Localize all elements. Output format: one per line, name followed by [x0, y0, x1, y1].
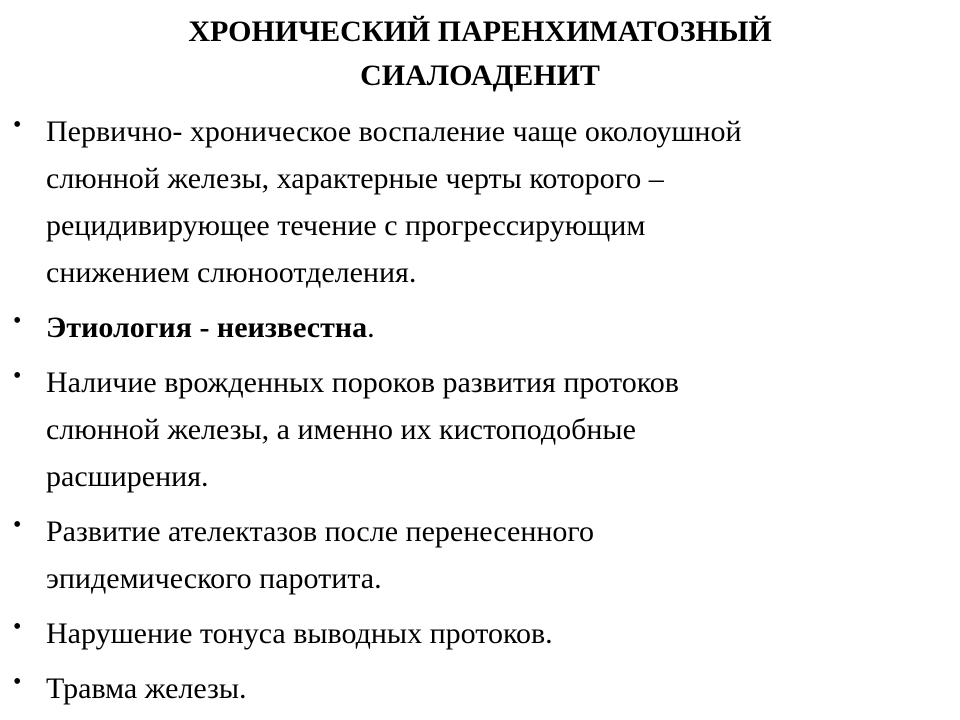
slide-title-line-1: ХРОНИЧЕСКИЙ ПАРЕНХИМАТОЗНЫЙ — [188, 15, 772, 48]
bullet-line: эпидемического паротита. — [46, 562, 382, 595]
bullet-icon: • — [13, 363, 22, 389]
slide-title-line-2: СИАЛОАДЕНИТ — [360, 59, 600, 92]
bullet-line: Первично- хроническое воспаление чаще околоушной — [46, 115, 742, 148]
bullet-text — [46, 665, 930, 712]
bullet-icon: • — [13, 614, 22, 640]
bullet-line — [46, 304, 930, 351]
bullet-line: снижением слюноотделения. — [46, 256, 417, 289]
bullet-bold-text: Этиология - неизвестна — [46, 311, 368, 344]
bullet-icon: • — [13, 308, 22, 334]
bullet-line: слюнной железы, а именно их кистоподобные — [46, 413, 636, 446]
bullet-list — [0, 108, 960, 720]
bullet-icon: • — [13, 112, 22, 138]
bullet-line: рецидивирующее течение с прогрессирующим — [46, 209, 646, 242]
bullet-line: Развитие ателектазов после перенесенного — [46, 515, 594, 548]
bullet-text — [46, 508, 930, 602]
bullet-text — [46, 108, 930, 296]
slide-title — [60, 10, 900, 98]
bullet-text — [46, 304, 930, 351]
bullet-item — [0, 108, 960, 296]
bullet-line: Травма железы. — [46, 672, 247, 705]
bullet-item — [0, 508, 960, 602]
bullet-text — [46, 359, 930, 500]
bullet-item — [0, 610, 960, 657]
bullet-text — [46, 610, 930, 657]
bullet-item — [0, 665, 960, 712]
bullet-icon: • — [13, 512, 22, 538]
bullet-item — [0, 359, 960, 500]
bullet-item — [0, 304, 960, 351]
bullet-tail-text: . — [367, 311, 375, 344]
bullet-icon: • — [13, 669, 22, 695]
bullet-line: слюнной железы, характерные черты которого – — [46, 162, 664, 195]
bullet-line: Нарушение тонуса выводных протоков. — [46, 617, 553, 650]
bullet-line: расширения. — [46, 460, 209, 493]
bullet-line: Наличие врожденных пороков развития протоков — [46, 366, 679, 399]
